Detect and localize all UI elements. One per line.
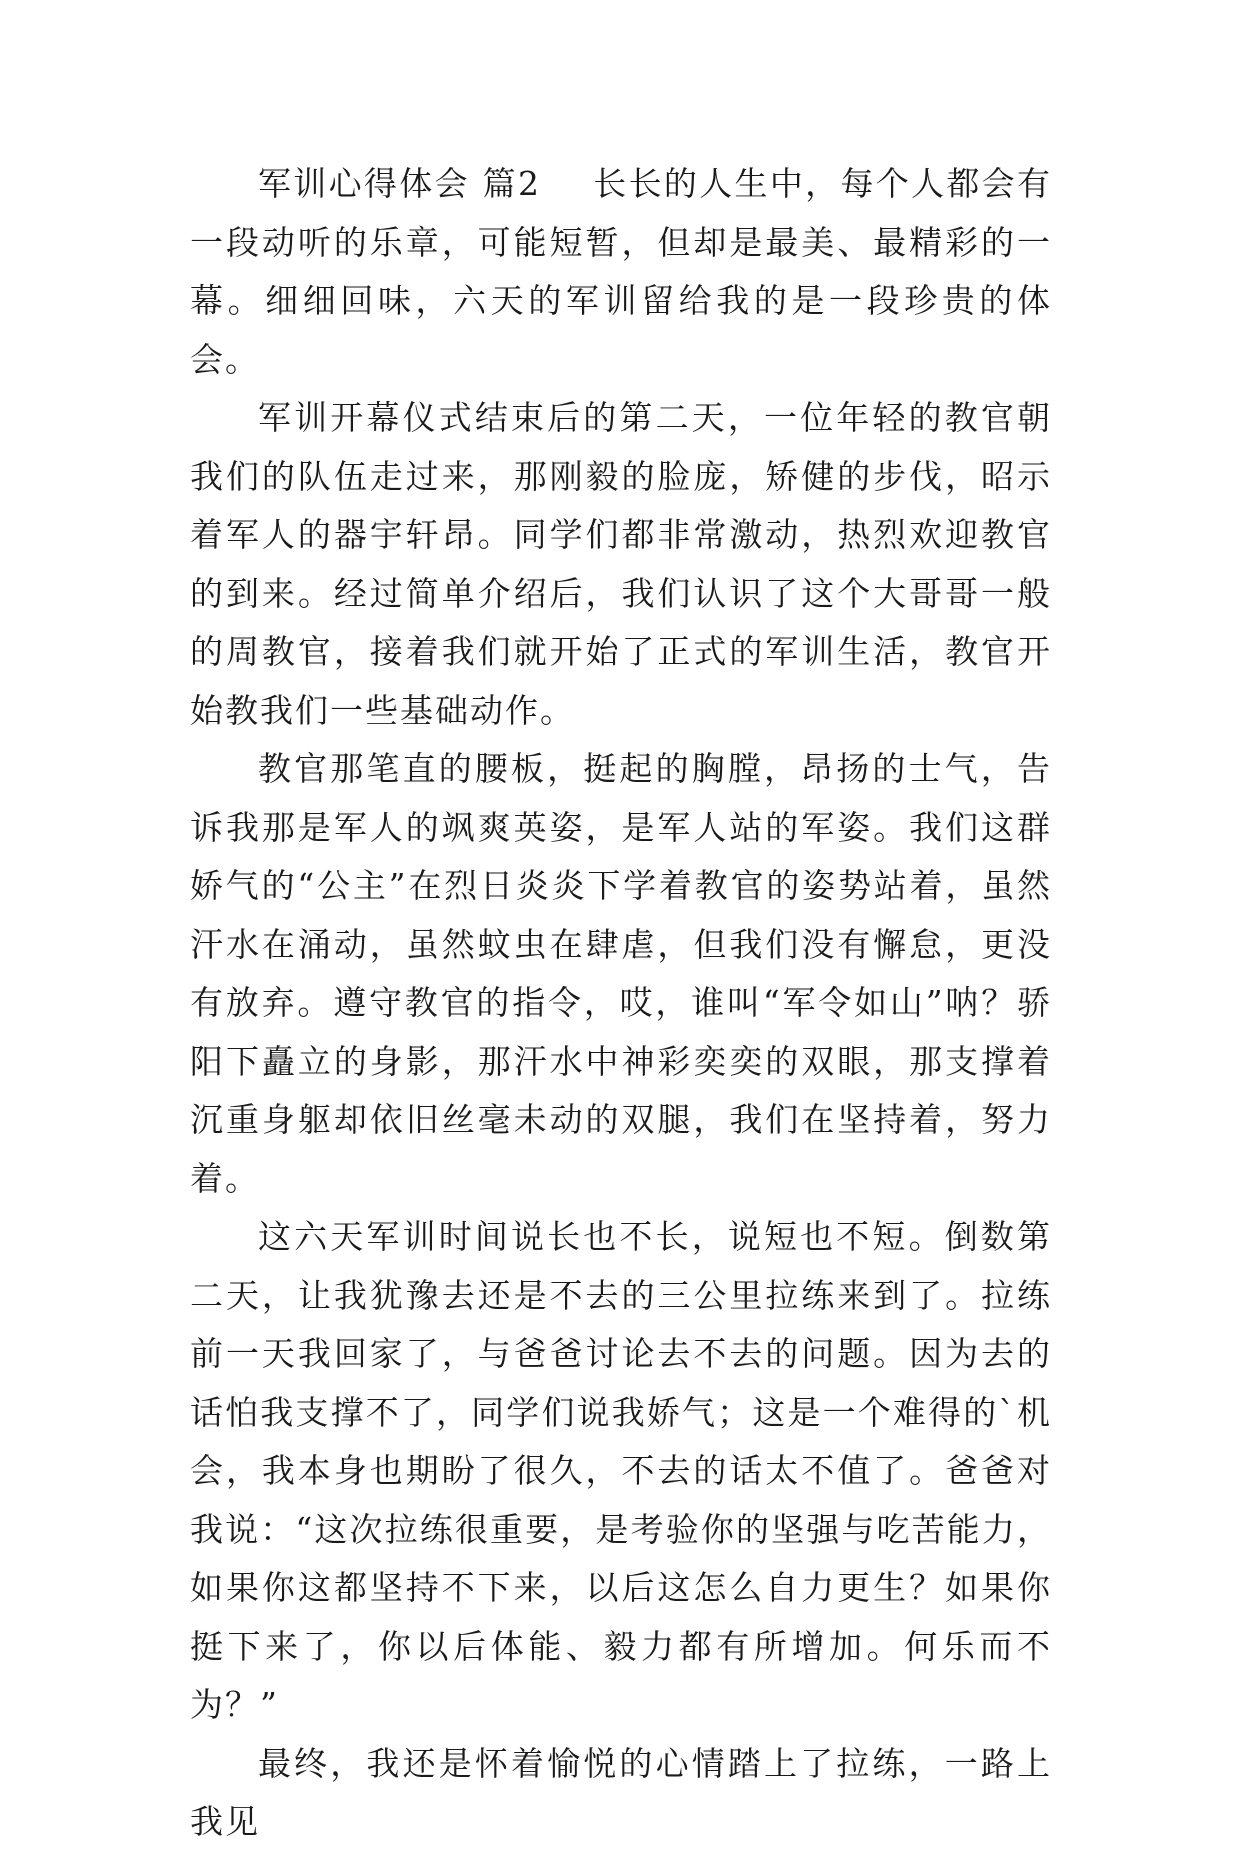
- paragraph-1: [190, 155, 1052, 389]
- paragraph-4: 这六天军训时间说长也不长，说短也不短。倒数第二天，让我犹豫去还是不去的三公里拉练来到了。拉练前一天我回家了，与爸爸讨论去不去的问题。因为去的话怕我支撑不了，同学们说我娇气；这是一个难得的`机会，我本身也期盼了很久，不去的话太不值了。爸爸对我说：“这次拉练很重要，是考验你的坚强与吃苦能力，如果你这都坚持不下来，以后这怎么自力更生？如果你挺下来了，你以后体能、毅力都有所增加。何乐而不为？”: [190, 1217, 1052, 1724]
- document-body: [190, 155, 1052, 1852]
- paragraph-2: 军训开幕仪式结束后的第二天，一位年轻的教官朝我们的队伍走过来，那刚毅的脸庞，矫健的步伐，昭示着军人的器宇轩昂。同学们都非常激动，热烈欢迎教官的到来。经过简单介绍后，我们认识了这个大哥哥一般的周教官，接着我们就开始了正式的军训生活，教官开始教我们一些基础动作。: [190, 398, 1052, 730]
- paragraph-3: 教官那笔直的腰板，挺起的胸膛，昂扬的士气，告诉我那是军人的飒爽英姿，是军人站的军姿。我们这群娇气的“公主”在烈日炎炎下学着教官的姿势站着，虽然汗水在涌动，虽然蚊虫在肆虐，但我们没有懈怠，更没有放弃。遵守教官的指令，哎，谁叫“军令如山”呐？骄阳下矗立的身影，那汗水中神彩奕奕的双眼，那支撑着沉重身躯却依旧丝毫未动的双腿，我们在坚持着，努力着。: [190, 749, 1052, 1198]
- paragraph-1-text: 长长的人生中，每个人都会有一段动听的乐章，可能短暂，但却是最美、最精彩的一幕。细细回味，六天的军训留给我的是一段珍贵的体会。: [190, 164, 1052, 379]
- document-title: 军训心得体会 篇2: [258, 164, 541, 203]
- paragraph-5: 最终，我还是怀着愉悦的心情踏上了拉练，一路上我见: [190, 1743, 1052, 1841]
